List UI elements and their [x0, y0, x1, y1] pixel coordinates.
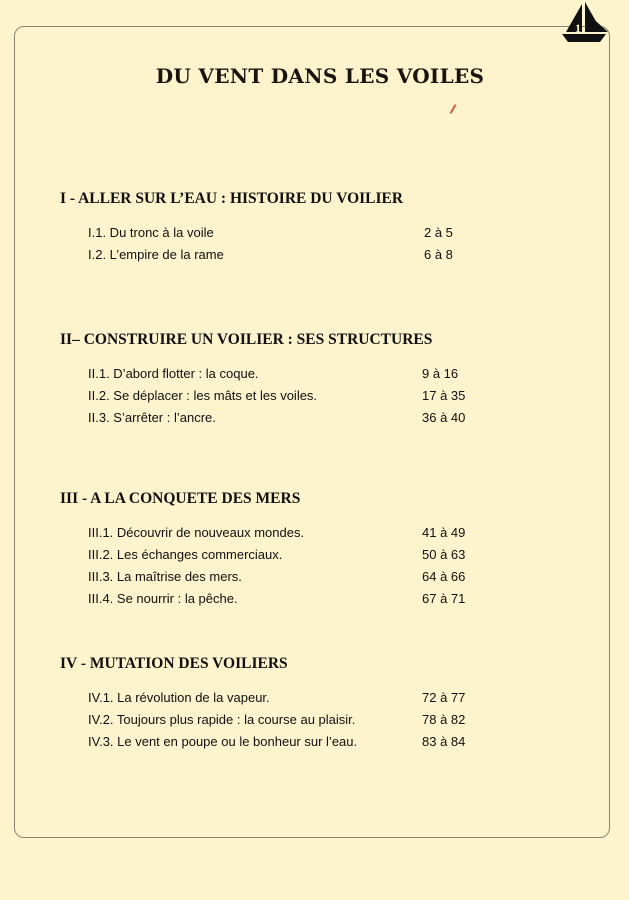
- entry-label: I.1. Du tronc à la voile: [88, 225, 214, 240]
- toc-entry: [60, 407, 520, 429]
- entry-pages: 72 à 77: [422, 690, 466, 705]
- entry-pages: 17 à 35: [422, 388, 466, 403]
- toc-entry: [60, 709, 520, 731]
- entry-label: II.3. S’arrêter : l’ancre.: [88, 410, 216, 425]
- section-heading: IV - MUTATION DES VOILIERS: [60, 655, 288, 672]
- entry-pages: 50 à 63: [422, 547, 466, 562]
- entry-label: IV.1. La révolution de la vapeur.: [88, 690, 270, 705]
- toc-entry: [60, 544, 520, 566]
- entry-pages: 36 à 40: [422, 410, 466, 425]
- entry-pages: 9 à 16: [422, 366, 459, 381]
- section-4: [60, 655, 520, 753]
- entry-label: III.1. Découvrir de nouveaux mondes.: [88, 525, 305, 540]
- section-heading: II– CONSTRUIRE UN VOILIER : SES STRUCTURES: [60, 331, 433, 348]
- section-2: [60, 331, 520, 429]
- entry-pages: 2 à 5: [424, 225, 453, 240]
- toc-entry: [60, 687, 520, 709]
- entry-pages: 64 à 66: [422, 569, 466, 584]
- entry-label: II.2. Se déplacer : les mâts et les voiles.: [88, 388, 318, 403]
- entry-pages: 83 à 84: [422, 734, 466, 749]
- toc-entry: [60, 385, 520, 407]
- sailboat-icon: [558, 0, 610, 48]
- toc-entry: [60, 363, 520, 385]
- entry-label: II.1. D’abord flotter : la coque.: [88, 366, 259, 381]
- entry-label: III.3. La maîtrise des mers.: [88, 569, 242, 584]
- entry-label: IV.3. Le vent en poupe ou le bonheur sur l’eau.: [88, 734, 358, 749]
- entry-pages: 67 à 71: [422, 591, 466, 606]
- entry-pages: 41 à 49: [422, 525, 466, 540]
- toc-entry: [60, 588, 520, 610]
- section-heading: I - ALLER SUR L’EAU : HISTOIRE DU VOILIER: [60, 190, 404, 207]
- page-number: 1: [575, 21, 581, 35]
- entry-label: IV.2. Toujours plus rapide : la course au plaisir.: [88, 712, 356, 727]
- section-heading: III - A LA CONQUETE DES MERS: [60, 490, 301, 507]
- toc-entry: [60, 522, 520, 544]
- page-title: DU VENT DANS LES VOILES: [155, 64, 485, 88]
- toc-entry: [60, 222, 520, 244]
- entry-pages: 6 à 8: [424, 247, 453, 262]
- entry-label: III.4. Se nourrir : la pêche.: [88, 591, 238, 606]
- section-1: [60, 190, 520, 266]
- section-3: [60, 490, 520, 610]
- toc-entry: [60, 731, 520, 753]
- entry-label: III.2. Les échanges commerciaux.: [88, 547, 283, 562]
- toc-entry: [60, 244, 520, 266]
- entry-pages: 78 à 82: [422, 712, 466, 727]
- entry-label: I.2. L’empire de la rame: [88, 247, 224, 262]
- toc-entry: [60, 566, 520, 588]
